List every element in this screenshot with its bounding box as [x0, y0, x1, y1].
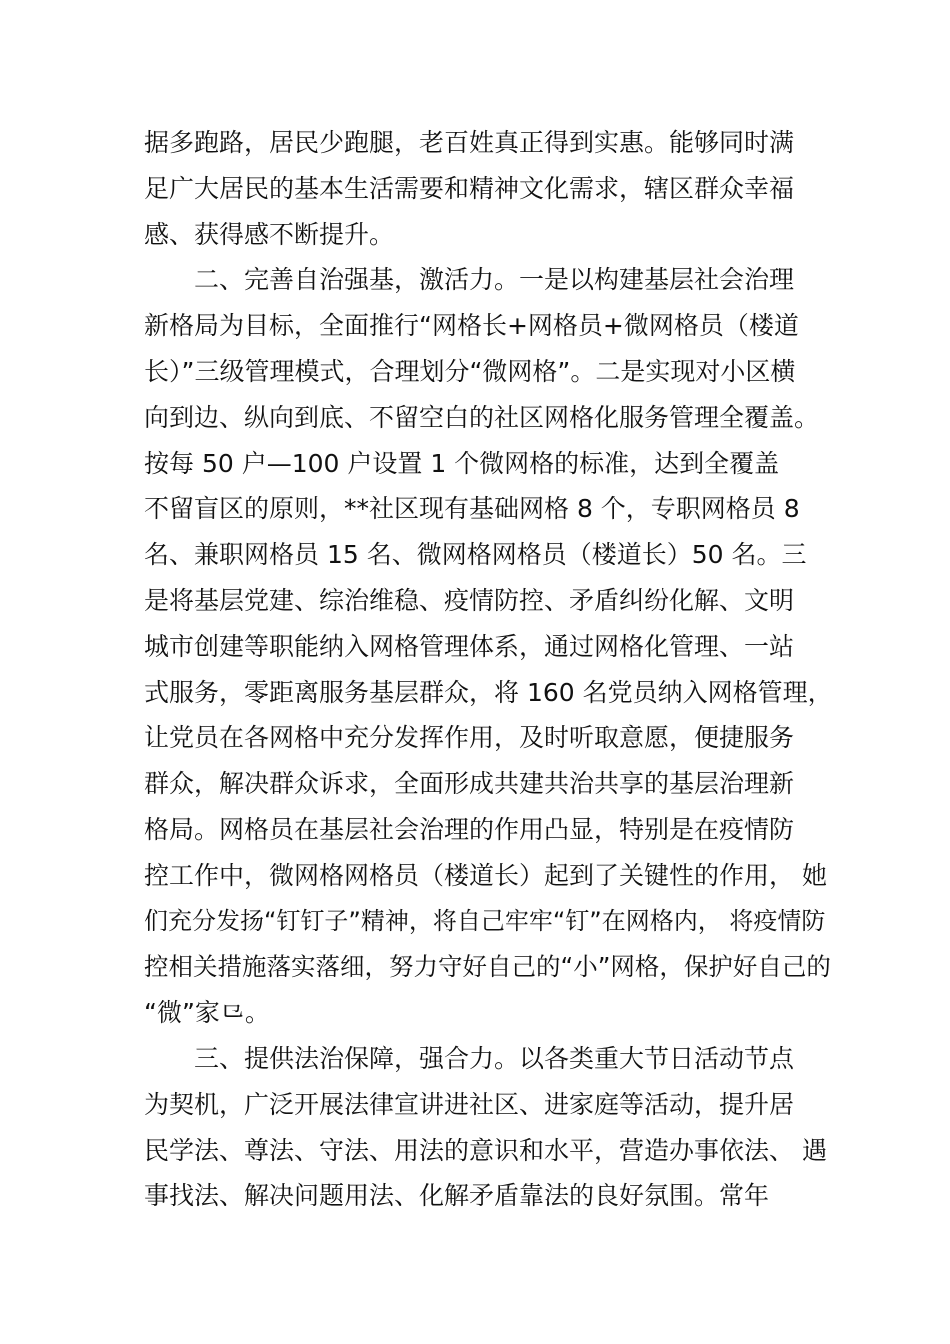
text-line: 城市创建等职能纳入网格管理体系，通过网格化管理、一站	[144, 631, 795, 661]
text-line: “微”家⺋。	[144, 998, 270, 1028]
text-line: 名、兼职网格员 15 名、微网格网格员（楼道长）50 名。三	[144, 540, 807, 570]
text-line: 式服务，零距离服务基层群众，将 160 名党员纳入网格管理，	[144, 677, 833, 707]
paragraph-start-line: 三、提供法治保障，强合力。以各类重大节日活动节点	[194, 1043, 795, 1073]
text-line: 让党员在各网格中充分发挥作用，及时听取意愿，便捷服务	[144, 723, 795, 753]
text-line: 是将基层党建、综治维稳、疫情防控、矛盾纠纷化解、文明	[144, 585, 795, 615]
text-line: 控工作中，微网格网格员（楼道长）起到了关键性的作用， 她	[144, 860, 827, 890]
text-line: 群众，解决群众诉求，全面形成共建共治共享的基层治理新	[144, 769, 795, 799]
text-line: 控相关措施落实落细，努力守好自己的“小”网格，保护好自己的	[144, 952, 831, 982]
text-line: 感、获得感不断提升。	[144, 219, 395, 249]
text-line: 长）”三级管理模式，合理划分“微网格”。二是实现对小区横	[144, 356, 796, 386]
text-line: 按每 50 户—100 户设置 1 个微网格的标准，达到全覆盖	[144, 448, 780, 478]
text-line: 们充分发扬“钉钉子”精神，将自己牢牢“钉”在网格内， 将疫情防	[144, 906, 826, 935]
text-line: 格局。网格员在基层社会治理的作用凸显，特别是在疫情防	[144, 814, 795, 844]
text-line: 民学法、尊法、守法、用法的意识和水平，营造办事依法、 遇	[144, 1135, 827, 1165]
paragraph-start-line: 二、完善自治强基，激活力。一是以构建基层社会治理	[194, 265, 795, 295]
text-line: 不留盲区的原则，**社区现有基础网格 8 个，专职网格员 8	[144, 494, 800, 524]
text-line: 向到边、纵向到底、不留空白的社区网格化服务管理全覆盖。	[144, 402, 820, 432]
text-line: 据多跑路，居民少跑腿，老百姓真正得到实惠。能够同时满	[144, 128, 795, 157]
body-text	[144, 120, 834, 1219]
text-line: 足广大居民的基本生活需要和精神文化需求，辖区群众幸福	[144, 173, 795, 203]
text-line: 事找法、解决问题用法、化解矛盾靠法的良好氛围。常年	[144, 1181, 770, 1211]
text-line: 新格局为目标，全面推行“网格长+网格员+微网格员（楼道	[144, 311, 799, 341]
text-line: 为契机，广泛开展法律宣讲进社区、进家庭等活动，提升居	[144, 1089, 795, 1119]
